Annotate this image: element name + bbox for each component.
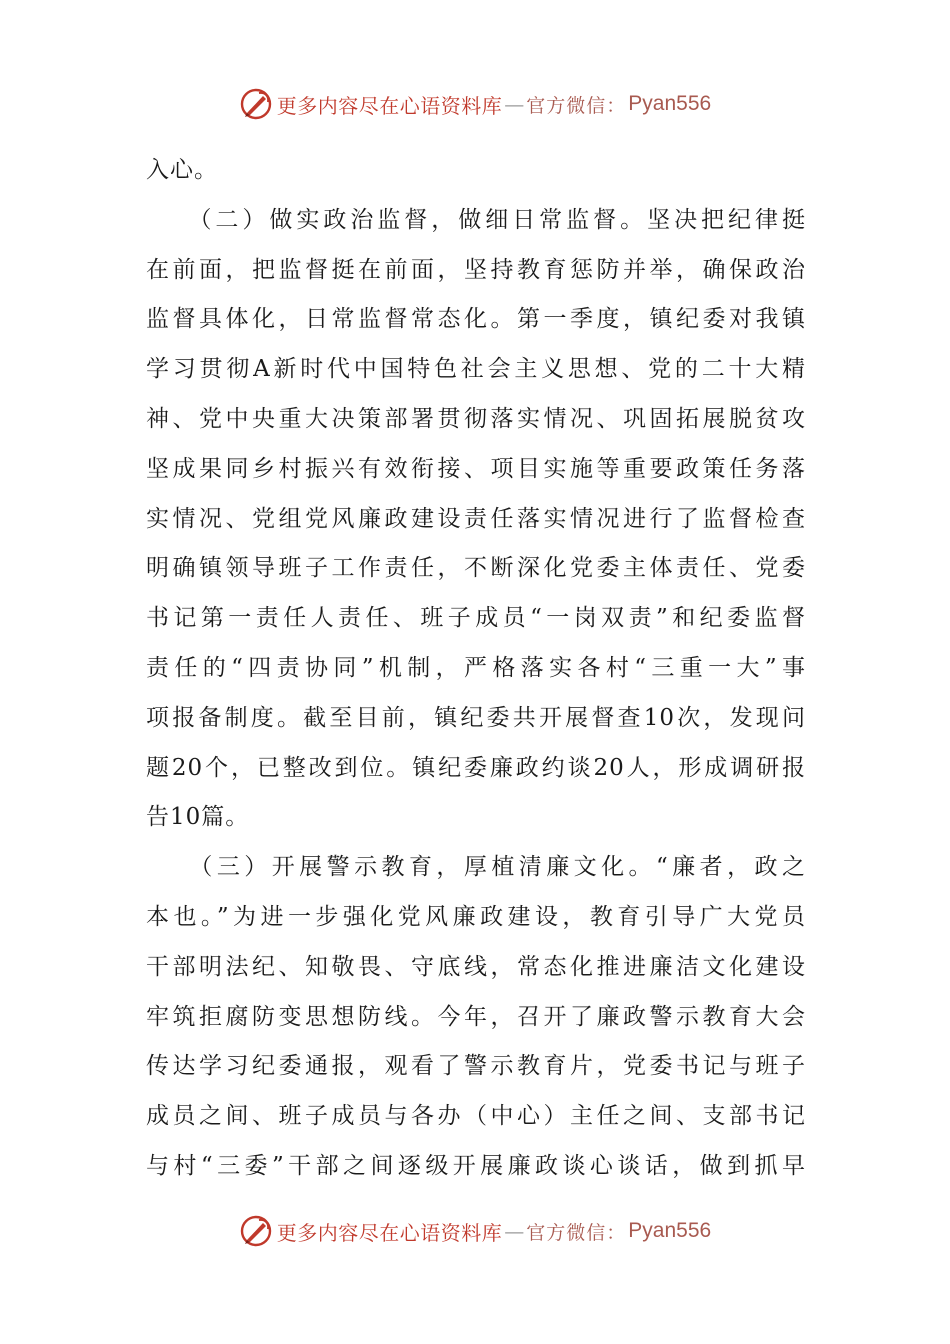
body-line: 传达学习纪委通报，观看了警示教育片，党委书记与班子 [146, 1053, 806, 1080]
body-line: 责任的“四责协同”机制，严格落实各村“三重一大”事 [146, 654, 806, 681]
document-body [146, 146, 806, 1192]
body-line: （二）做实政治监督，做细日常监督。坚决把纪律挺 [146, 206, 806, 233]
header-watermark-banner [0, 84, 950, 124]
header-dash: — [504, 92, 525, 116]
header-wechat-label: 官方微信： [526, 94, 627, 117]
header-wechat-id: Pyan556 [628, 92, 712, 115]
body-line: 告10篇。 [146, 804, 250, 831]
body-line: 神、党中央重大决策部署贯彻落实情况、巩固拓展脱贫攻 [146, 405, 806, 432]
body-line: 监督具体化，日常监督常态化。第一季度，镇纪委对我镇 [146, 306, 806, 333]
body-line: 入心。 [146, 157, 218, 183]
body-line: 书记第一责任人责任、班子成员“一岗双责”和纪委监督 [146, 605, 806, 632]
footer-dash: — [504, 1219, 525, 1243]
body-line: 成员之间、班子成员与各办（中心）主任之间、支部书记 [146, 1103, 806, 1130]
header-brand-text: 更多内容尽在心语资料库 [276, 93, 503, 118]
body-line: 与村“三委”干部之间逐级开展廉政谈心谈话，做到抓早 [146, 1152, 806, 1179]
body-line: 坚成果同乡村振兴有效衔接、项目实施等重要政策任务落 [146, 455, 806, 482]
pen-logo-icon [239, 87, 273, 121]
body-line: 本也。”为进一步强化党风廉政建设，教育引导广大党员 [146, 903, 806, 930]
body-line: 题20个，已整改到位。镇纪委廉政约谈20人，形成调研报 [146, 754, 806, 781]
footer-brand-text: 更多内容尽在心语资料库 [276, 1220, 503, 1245]
body-line: 干部明法纪、知敬畏、守底线，常态化推进廉洁文化建设 [146, 953, 806, 980]
footer-watermark-banner [0, 1211, 950, 1251]
pen-logo-icon [239, 1214, 273, 1248]
body-line: 明确镇领导班子工作责任，不断深化党委主体责任、党委 [146, 555, 806, 582]
footer-wechat-id: Pyan556 [628, 1219, 712, 1242]
body-line: 实情况、党组党风廉政建设责任落实情况进行了监督检查 [146, 505, 806, 532]
footer-wechat-label: 官方微信： [526, 1221, 627, 1244]
body-line: 学习贯彻A新时代中国特色社会主义思想、党的二十大精 [146, 356, 806, 383]
body-line: 牢筑拒腐防变思想防线。今年，召开了廉政警示教育大会 [146, 1003, 806, 1030]
body-line: 项报备制度。截至目前，镇纪委共开展督查10次，发现问 [146, 704, 806, 731]
body-line: 在前面，把监督挺在前面，坚持教育惩防并举，确保政治 [146, 256, 806, 283]
body-line: （三）开展警示教育，厚植清廉文化。“廉者，政之 [146, 854, 806, 881]
